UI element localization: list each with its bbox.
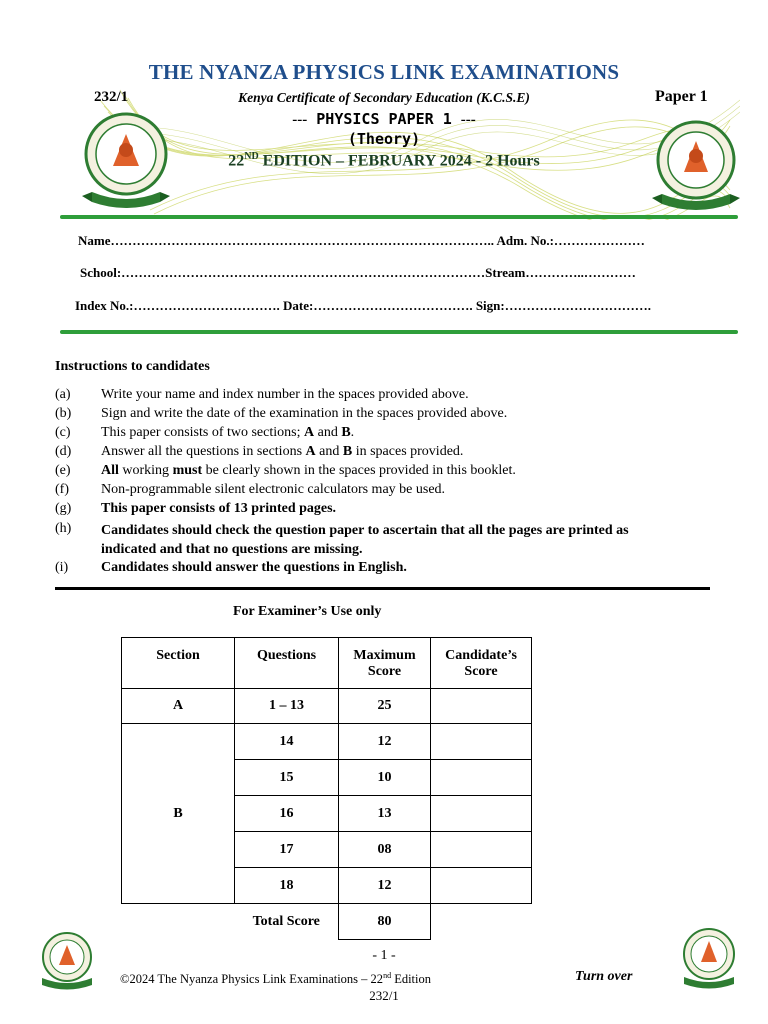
- subject-subtitle: (Theory): [347, 130, 421, 148]
- table-header-row: [122, 638, 532, 689]
- questions-cell: 1 – 13: [235, 689, 339, 724]
- page-number: - 1 -: [372, 948, 396, 963]
- subject-title: PHYSICS PAPER 1: [316, 110, 452, 128]
- instruction-item-i: [55, 560, 695, 579]
- instruction-item-a: [55, 387, 695, 406]
- paper-code: 232/1: [94, 89, 129, 105]
- max-score-cell: 12: [339, 868, 431, 904]
- instruction-label: (i): [55, 560, 69, 575]
- candidate-score-input[interactable]: [431, 832, 532, 868]
- max-score-cell: 08: [339, 832, 431, 868]
- subject-dashes-left: ---: [292, 112, 308, 128]
- instruction-item-g: [55, 501, 695, 520]
- section-a-cell: A: [122, 689, 235, 724]
- instruction-label: (f): [55, 482, 69, 497]
- copyright-notice: ©2024 The Nyanza Physics Link Examinations – 22nd Edition: [120, 971, 431, 987]
- candidate-score-input[interactable]: [431, 724, 532, 760]
- edition-details: EDITION – FEBRUARY 2024 - 2 Hours: [258, 152, 540, 170]
- edition-number: 22: [228, 152, 245, 170]
- edition-line: [0, 151, 768, 170]
- questions-cell: 15: [235, 760, 339, 796]
- candidate-score-input[interactable]: [431, 868, 532, 904]
- header-divider-bottom: [60, 330, 738, 334]
- header-questions: Questions: [235, 638, 339, 689]
- instruction-item-f: [55, 482, 695, 501]
- questions-cell: 14: [235, 724, 339, 760]
- header-max-score: Maximum Score: [339, 638, 431, 689]
- section-divider: [55, 587, 710, 590]
- questions-cell: 16: [235, 796, 339, 832]
- instruction-text: All working must be clearly shown in the spaces provided in this booklet.: [101, 463, 516, 478]
- instruction-item-c: [55, 425, 695, 444]
- instruction-item-h: [55, 521, 695, 559]
- examiner-heading: For Examiner’s Use only: [233, 604, 382, 619]
- max-score-cell: 25: [339, 689, 431, 724]
- instruction-item-b: [55, 406, 695, 425]
- candidate-score-input[interactable]: [431, 760, 532, 796]
- subject-line: [0, 110, 768, 129]
- max-score-cell: 10: [339, 760, 431, 796]
- candidate-score-input[interactable]: [431, 796, 532, 832]
- candidate-score-input[interactable]: [431, 689, 532, 724]
- header-candidate-score: Candidate’s Score: [431, 638, 532, 689]
- instruction-label: (e): [55, 463, 71, 478]
- instruction-item-e: [55, 463, 695, 482]
- max-score-cell: 12: [339, 724, 431, 760]
- total-label: Total Score: [252, 913, 320, 929]
- instruction-label: (d): [55, 444, 72, 459]
- instruction-text: Candidates should check the question paper to ascertain that all the pages are printed as indicated and that no questions are missing.: [101, 523, 629, 557]
- edition-suffix: ND: [244, 151, 259, 162]
- instruction-label: (c): [55, 425, 71, 440]
- instruction-text: This paper consists of 13 printed pages.: [101, 501, 337, 516]
- instruction-item-d: [55, 444, 695, 463]
- score-table: [121, 637, 532, 940]
- instruction-text: Write your name and index number in the spaces provided above.: [101, 387, 469, 402]
- max-score-cell: 13: [339, 796, 431, 832]
- total-row: [122, 904, 532, 940]
- instruction-text: Answer all the questions in sections A and B in spaces provided.: [101, 444, 464, 459]
- table-row: [122, 689, 532, 724]
- instructions-heading: Instructions to candidates: [55, 359, 210, 374]
- subject-dashes-right: ---: [460, 112, 476, 128]
- instruction-label: (g): [55, 501, 72, 516]
- footer-paper-code: 232/1: [369, 988, 399, 1003]
- turn-over-label: Turn over: [575, 969, 633, 984]
- index-date-sign-field[interactable]: Index No.:……………………………. Date:………………………………. Sign:…………………………….: [75, 298, 651, 313]
- instruction-text: Non-programmable silent electronic calculators may be used.: [101, 482, 446, 497]
- header-section: Section: [122, 638, 235, 689]
- instruction-text: This paper consists of two sections; A and B.: [101, 425, 355, 440]
- school-stream-field[interactable]: School:…………………………………………………………………………Stream…………..…………: [80, 265, 636, 280]
- instruction-label: (a): [55, 387, 71, 402]
- instruction-label: (b): [55, 406, 72, 421]
- header-divider-top: [60, 215, 738, 219]
- questions-cell: 17: [235, 832, 339, 868]
- questions-cell: 18: [235, 868, 339, 904]
- instruction-label: (h): [55, 521, 72, 536]
- paper-label: Paper 1: [655, 88, 708, 105]
- instruction-text: Sign and write the date of the examination in the spaces provided above.: [101, 406, 508, 421]
- exam-title: THE NYANZA PHYSICS LINK EXAMINATIONS: [148, 60, 620, 84]
- section-b-cell: B: [122, 724, 235, 904]
- instruction-text: Candidates should answer the questions in English.: [101, 560, 407, 575]
- table-row: [122, 724, 532, 760]
- name-adm-field[interactable]: Name…………………………………………………………………………….. Adm. No.:…………………: [78, 233, 645, 248]
- certificate-name: Kenya Certificate of Secondary Education (K.C.S.E): [238, 90, 530, 105]
- total-value: 80: [339, 904, 431, 940]
